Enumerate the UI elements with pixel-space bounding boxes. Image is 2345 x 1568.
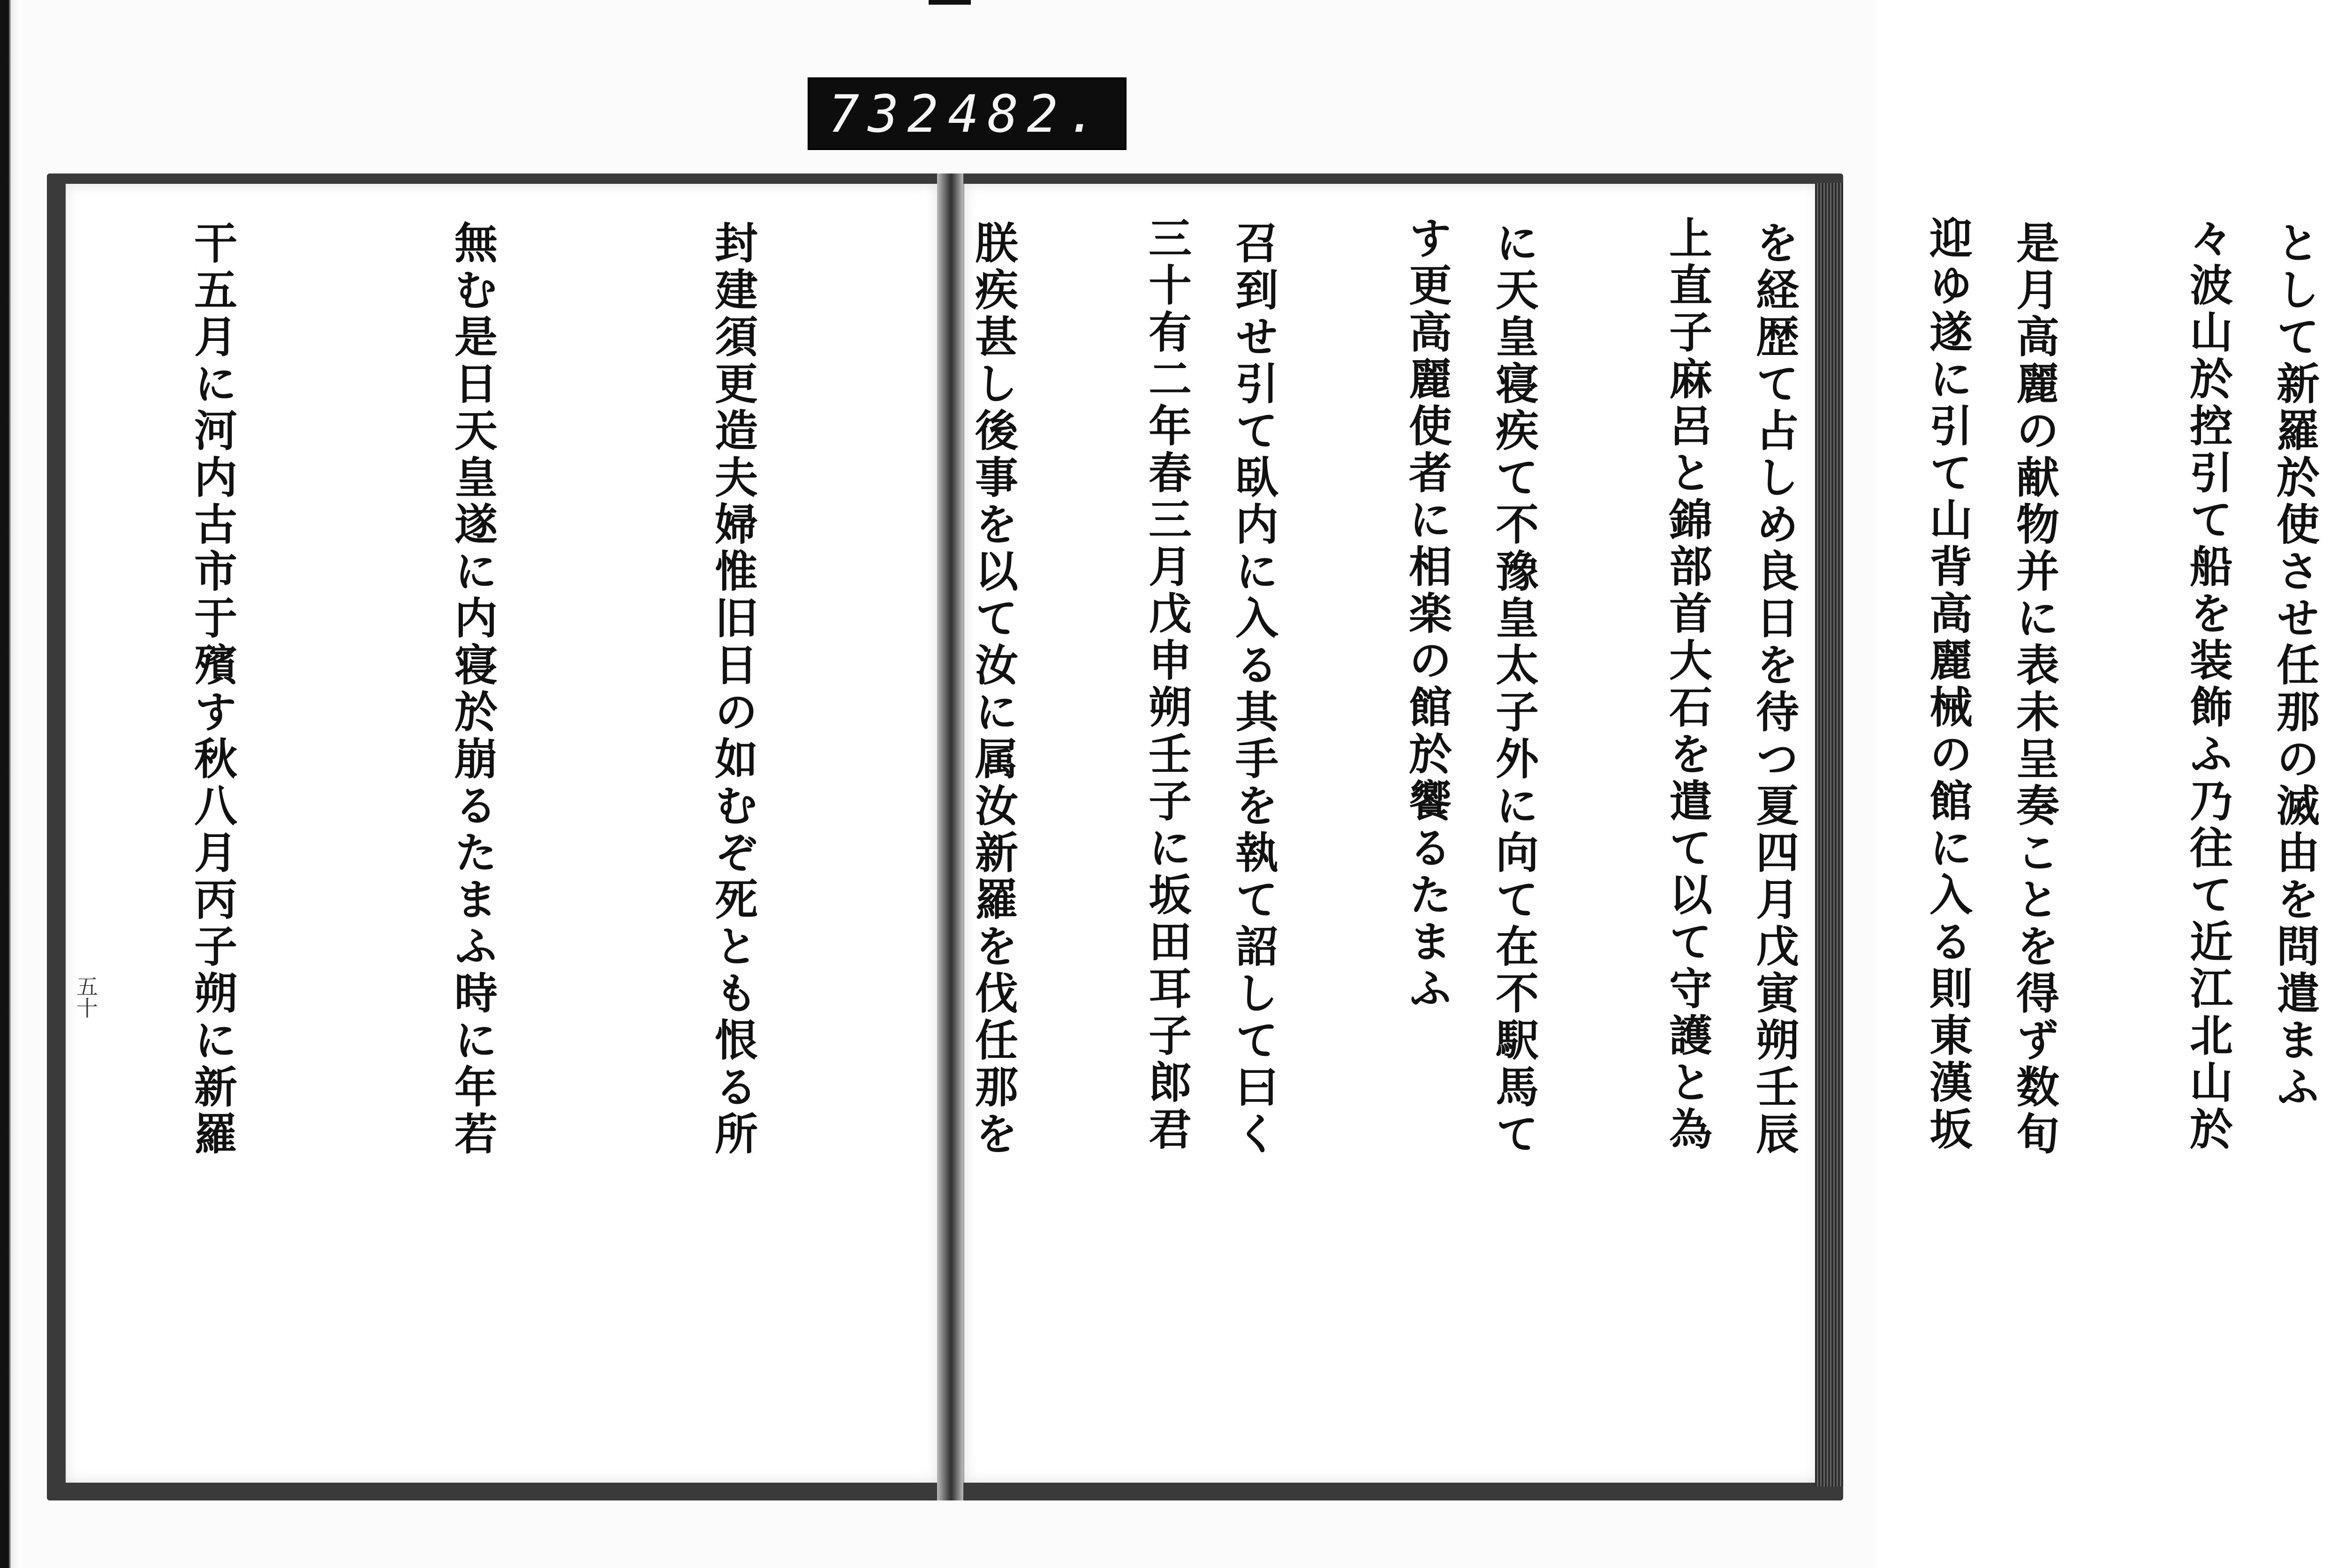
text-column: に天皇寝疾て不豫皇太子外に向て在不駅馬て (1489, 220, 1539, 1158)
text-column: 召到せ引て臥内に入る其手を執て詔して曰く (1228, 220, 1279, 1158)
label-right-number: 482. (948, 83, 1106, 144)
text-column: 干五月に河内古市于殯す秋八月丙子朔に新羅 (187, 220, 238, 1158)
scan-left-edge (0, 0, 21, 1568)
label-left-number: 732 (828, 83, 947, 144)
page-folio: 五十 (73, 975, 98, 1018)
text-column: 封建須更造夫婦惟旧日の如むぞ死とも恨る所 (708, 220, 758, 1158)
left-page-text (82, 220, 2345, 1383)
catalog-label (808, 77, 1127, 150)
text-column: を経歴て占しめ良日を待つ夏四月戊寅朔壬辰 (1749, 220, 1800, 1158)
text-column: 上直子麻呂と錦部首大石を遣て以て守護と為 (1662, 216, 1713, 1153)
text-column: 三十有二年春三月戊申朔壬子に坂田耳子郎君 (1142, 216, 1192, 1153)
text-column: 迎ゆ遂に引て山背高麗械の館に入る則東漢坂 (1922, 216, 1973, 1153)
text-column: す更高麗使者に相楽の館於饗るたまふ (1402, 216, 1452, 1013)
text-column: 是月高麗の献物并に表未呈奏ことを得ず数旬 (2009, 220, 2060, 1158)
top-edge-mark (929, 0, 971, 5)
text-column: として新羅於使させ任那の滅由を問遣まふ (2269, 220, 2320, 1111)
text-column: 朕疾甚し後事を以て汝に属汝新羅を伐任那を (968, 220, 1019, 1158)
text-column: 々波山於控引て船を装飾ふ乃往て近江北山於 (2183, 216, 2233, 1153)
text-column: 無む是日天皇遂に内寝於崩るたまふ時に年若 (447, 220, 498, 1158)
